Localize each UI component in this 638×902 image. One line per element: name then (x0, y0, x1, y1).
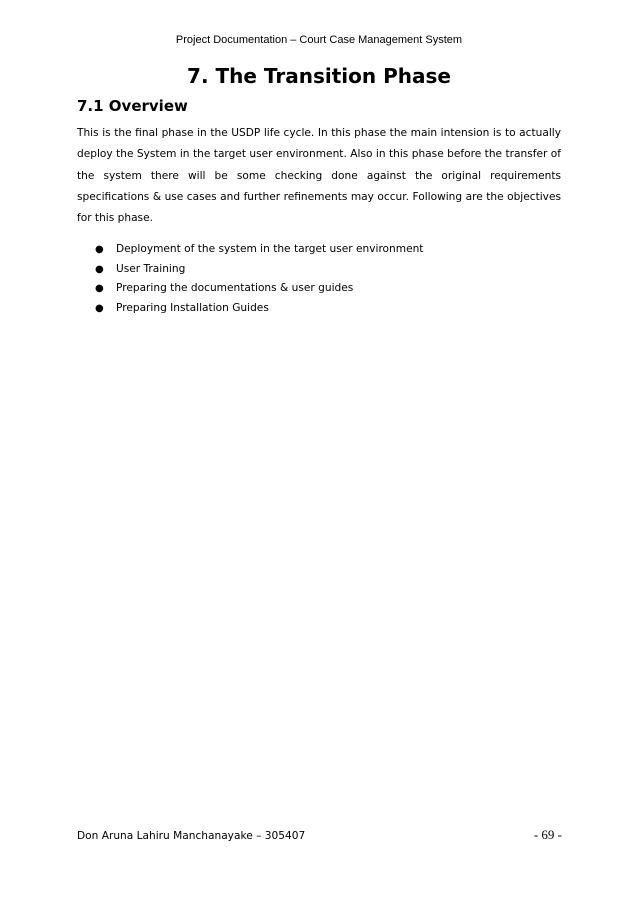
bullet-icon: ● (95, 283, 104, 294)
list-item (77, 260, 561, 280)
list-item-text: Preparing the documentations & user guides (116, 282, 354, 294)
list-item (77, 279, 561, 299)
overview-paragraph: This is the final phase in the USDP life cycle. In this phase the main intension is to actually deploy the System in the target user environment. Also in this phase before the transfer of the system there will be some checking done against the original requirements specifications & use cases and further refinements may occur. Following are the objectives for this phase. (77, 127, 561, 225)
list-item (77, 240, 561, 260)
list-item-text: Deployment of the system in the target user environment (116, 243, 424, 255)
bullet-icon: ● (95, 244, 104, 255)
footer-author: Don Aruna Lahiru Manchanayake – 305407 (77, 830, 306, 842)
section-title: 7.1 Overview (77, 97, 188, 115)
bullet-icon: ● (95, 263, 104, 275)
running-header: Project Documentation – Court Case Management System (175, 34, 463, 46)
list-item (77, 299, 561, 319)
page-number: - 69 - (533, 827, 562, 842)
list-item-text: User Training (116, 262, 186, 275)
objectives-list (77, 240, 561, 318)
list-item-text: Preparing Installation Guides (116, 301, 269, 314)
chapter-title: 7. The Transition Phase (187, 64, 451, 88)
bullet-icon: ● (95, 302, 104, 314)
